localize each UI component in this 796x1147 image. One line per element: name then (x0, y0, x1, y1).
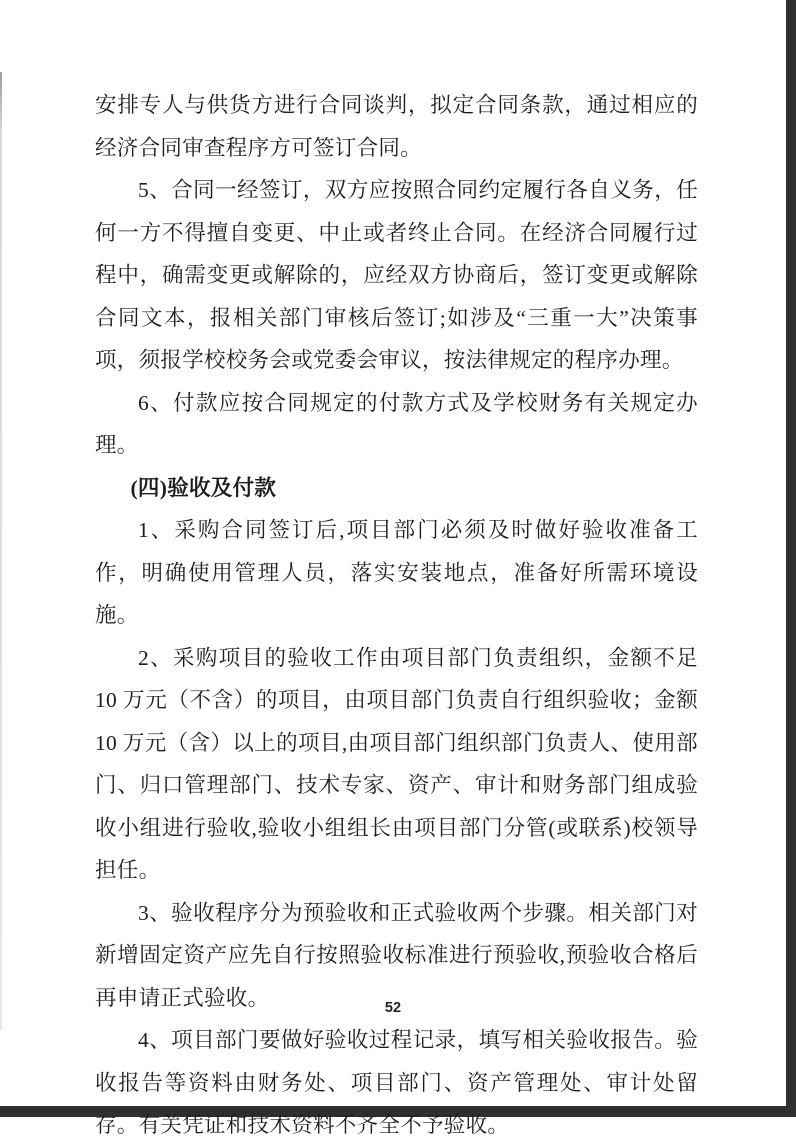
document-body (95, 84, 698, 1147)
paragraph-item-2: 2、采购项目的验收工作由项目部门负责组织，金额不足 10 万元（不含）的项目，由项目部门负责自行组织验收；金额 10 万元（含）以上的项目,由项目部门组织部门负责人、使用部门、归口管理部门、技术专家、资产、审计和财务部门组成验收小组进行验收,验收小组组长由项目部门分管(或联系)校领导担任。 (95, 645, 698, 882)
paragraph-item-5: 5、合同一经签订，双方应按照合同约定履行各自义务，任何一方不得擅自变更、中止或者终止合同。在经济合同履行过程中，确需变更或解除的，应经双方协商后，签订变更或解除合同文本，报相关部门审核后签订;如涉及“三重一大”决策事项，须报学校校务会或党委会审议，按法律规定的程序办理。 (95, 178, 698, 372)
section-heading-acceptance-payment: (四)验收及付款 (130, 475, 277, 500)
scan-edge-right (786, 0, 796, 1117)
paragraph-item-6: 6、付款应按合同规定的付款方式及学校财务有关规定办理。 (95, 390, 698, 457)
paragraph-item-1: 1、采购合同签订后,项目部门必须及时做好验收准备工作，明确使用管理人员，落实安装地点，准备好所需环境设施。 (95, 518, 698, 627)
paragraph-continuation: 安排专人与供货方进行合同谈判，拟定合同条款，通过相应的经济合同审查程序方可签订合同。 (95, 93, 698, 160)
paragraph-item-4: 4、项目部门要做好验收过程记录，填写相关验收报告。验收报告等资料由财务处、项目部门、资产管理处、审计处留存。有关凭证和技术资料不齐全不予验收。 (95, 1028, 698, 1137)
scan-edge-left (0, 72, 2, 1030)
paragraph-item-3: 3、验收程序分为预验收和正式验收两个步骤。相关部门对新增固定资产应先自行按照验收标准进行预验收,预验收合格后再申请正式验收。 (95, 900, 698, 1010)
page-number: 52 (384, 1000, 402, 1016)
